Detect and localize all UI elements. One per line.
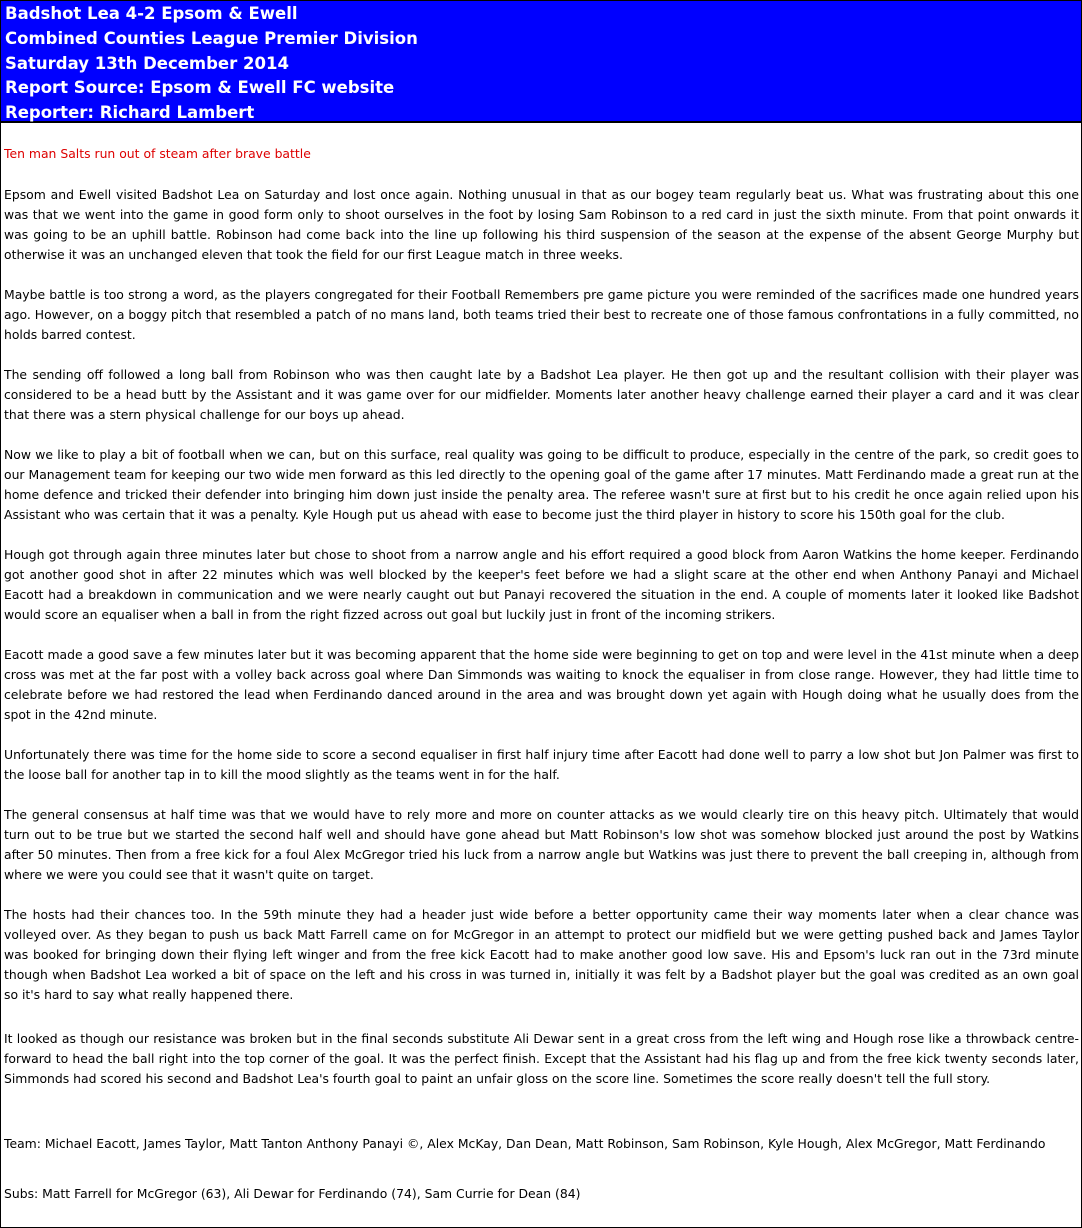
paragraph-10: It looked as though our resistance was broken but in the final seconds substitute Ali Dewar sent in a great cross from the left wing and Hough rose like a throwback centre-forward to head the ball right into the top corner of the goal. It was the perfect finish. Except that the Assistant had his flag up and from the free kick twenty seconds later, Simmonds had scored his second and Badshot Lea's fourth goal to paint an unfair gloss on the score line. Sometimes the score really doesn't tell the full story.	[4, 1031, 1079, 1086]
report-source: Report Source: Epsom & Ewell FC website	[5, 78, 395, 98]
paragraph-3: The sending off followed a long ball from Robinson who was then caught late by a Badshot Lea player. He then got up and the resultant collision with their player was considered to be a head butt by the Assistant and it was game over for our midfielder. Moments later another heavy challenge earned their player a card and it was clear that there was a stern physical challenge for our boys up ahead.	[4, 367, 1079, 422]
match-result-title: Badshot Lea 4-2 Epsom & Ewell	[5, 4, 298, 23]
paragraph-2: Maybe battle is too strong a word, as the players congregated for their Football Remembers pre game picture you were reminded of the sacrifices made one hundred years ago. However, on a boggy pitch that resembled a patch of no mans land, both teams tried their best to recreate one of those famous confrontations in a fully committed, no holds barred contest.	[4, 287, 1079, 342]
paragraph-9: The hosts had their chances too. In the 59th minute they had a header just wide before a better opportunity came their way moments later when a clear chance was volleyed over. As they began to push us back Matt Farrell came on for McGregor in an attempt to protect our midfield but we were getting pushed back and James Taylor was booked for bringing down their flying left winger and from the free kick Eacott had to make another good low save. His and Epsom's luck ran out in the 73rd minute though when Badshot Lea worked a bit of space on the left and his cross in was turned in, initially it was felt by a Badshot player but the goal was credited as an own goal so it's hard to say what really happened there.	[4, 907, 1079, 1002]
reporter: Reporter: Richard Lambert	[5, 103, 255, 123]
report-header	[1, 1, 1081, 123]
report-body	[1, 123, 1081, 1223]
paragraph-4: Now we like to play a bit of football when we can, but on this surface, real quality was going to be difficult to produce, especially in the centre of the park, so credit goes to our Management team for keeping our two wide men forward as this led directly to the opening goal of the game after 17 minutes. Matt Ferdinando made a great run at the home defence and tricked their defender into bringing him down just inside the penalty area. The referee wasn't sure at first but to his credit he once again relied upon his Assistant who was certain that it was a penalty. Kyle Hough put us ahead with ease to become just the third player in history to score his 150th goal for the club.	[4, 447, 1079, 522]
team-lineup: Team: Michael Eacott, James Taylor, Matt Tanton Anthony Panayi ©, Alex McKay, Dan Dean, Matt Robinson, Sam Robinson, Kyle Hough, Alex McGregor, Matt Ferdinando	[4, 1136, 1046, 1151]
paragraph-6: Eacott made a good save a few minutes later but it was becoming apparent that the home side were beginning to get on top and were level in the 41st minute when a deep cross was met at the far post with a volley back across goal where Dan Simmonds was waiting to knock the equaliser in from close range. However, they had little time to celebrate before we had restored the lead when Ferdinando danced around in the area and was brought down yet again with Hough doing what he usually does from the spot in the 42nd minute.	[4, 647, 1079, 722]
paragraph-1: Epsom and Ewell visited Badshot Lea on Saturday and lost once again. Nothing unusual in that as our bogey team regularly beat us. What was frustrating about this one was that we went into the game in good form only to shoot ourselves in the foot by losing Sam Robinson to a red card in just the sixth minute. From that point onwards it was going to be an uphill battle. Robinson had come back into the line up following his third suspension of the season at the expense of the absent George Murphy but otherwise it was an unchanged eleven that took the field for our first League match in three weeks.	[4, 187, 1079, 262]
match-date: Saturday 13th December 2014	[5, 53, 289, 73]
paragraph-5: Hough got through again three minutes later but chose to shoot from a narrow angle and his effort required a good block from Aaron Watkins the home keeper. Ferdinando got another good shot in after 22 minutes which was well blocked by the keeper's feet before we had a slight scare at the other end when Anthony Panayi and Michael Eacott had a breakdown in communication and we were nearly caught out but Panayi recovered the situation in the end. A couple of moments later it looked like Badshot would score an equaliser when a ball in from the right fizzed across out goal but luckily just in front of the incoming strikers.	[4, 547, 1079, 622]
report-headline: Ten man Salts run out of steam after brave battle	[4, 146, 311, 161]
competition-name: Combined Counties League Premier Division	[5, 28, 418, 48]
paragraph-7: Unfortunately there was time for the home side to score a second equaliser in first half injury time after Eacott had done well to parry a low shot but Jon Palmer was first to the loose ball for another tap in to kill the mood slightly as the teams went in for the half.	[4, 747, 1079, 782]
paragraph-8: The general consensus at half time was that we would have to rely more and more on counter attacks as we would clearly tire on this heavy pitch. Ultimately that would turn out to be true but we started the second half well and should have gone ahead but Matt Robinson's low shot was somehow blocked just around the post by Watkins after 50 minutes. Then from a free kick for a foul Alex McGregor tried his luck from a narrow angle but Watkins was just there to prevent the ball creeping in, although from where we were you could see that it wasn't quite on target.	[4, 807, 1079, 882]
substitutes: Subs: Matt Farrell for McGregor (63), Ali Dewar for Ferdinando (74), Sam Currie for Dean (84)	[4, 1186, 581, 1201]
